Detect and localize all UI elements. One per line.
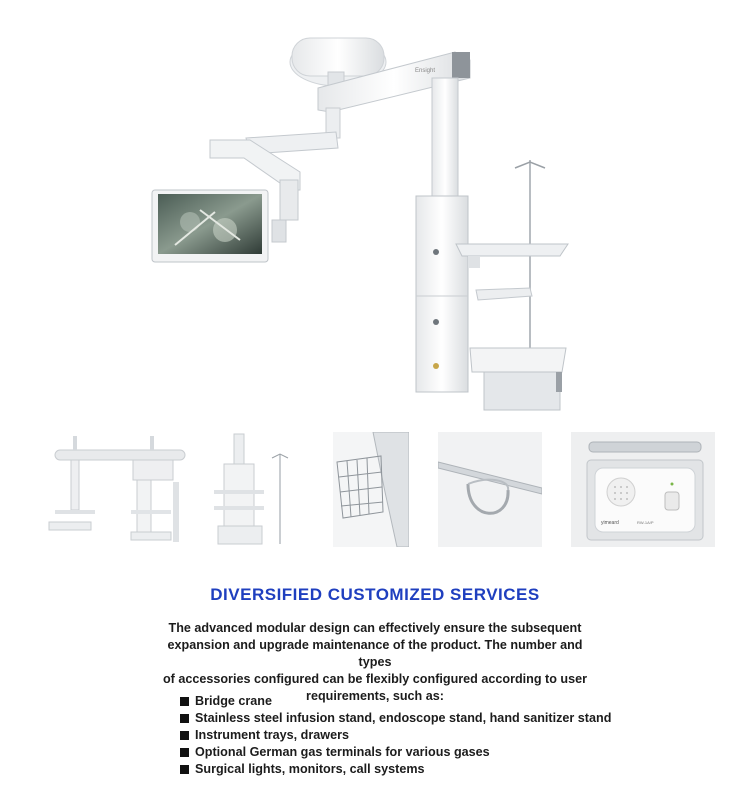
square-bullet-icon xyxy=(180,714,189,723)
feature-label: Instrument trays, drawers xyxy=(195,728,349,742)
feature-list xyxy=(180,693,611,778)
section-headline: DIVERSIFIED CUSTOMIZED SERVICES xyxy=(210,585,540,604)
feature-item xyxy=(180,727,611,744)
feature-label: Surgical lights, monitors, call systems xyxy=(195,762,425,776)
square-bullet-icon xyxy=(180,765,189,774)
square-bullet-icon xyxy=(180,697,189,706)
description-line: of accessories configured can be flexibly configured according to user xyxy=(162,672,588,686)
feature-label: Bridge crane xyxy=(195,694,272,708)
square-bullet-icon xyxy=(180,731,189,740)
description-line: requirements, such as: xyxy=(306,689,444,703)
gallery.0 xyxy=(35,432,195,547)
feature-item xyxy=(180,761,611,778)
feature-label: Optional German gas terminals for various gases xyxy=(195,745,490,759)
square-bullet-icon xyxy=(180,748,189,757)
feature-item xyxy=(180,693,611,710)
ceiling-brand-text: Ensight xyxy=(415,68,436,74)
gallery.1 xyxy=(210,432,310,547)
panel-brand-text: yimeard xyxy=(601,520,619,526)
gallery.4 xyxy=(571,432,715,547)
description-line: The advanced modular design can effectively ensure the subsequent xyxy=(168,621,582,635)
gallery.2 xyxy=(333,432,409,547)
feature-item xyxy=(180,710,611,727)
gallery.3 xyxy=(438,432,542,547)
panel-code-text: RW-1A/P xyxy=(637,520,654,525)
feature-item xyxy=(180,744,611,761)
description-line: expansion and upgrade maintenance of the product. The number and types xyxy=(167,638,583,669)
feature-label: Stainless steel infusion stand, endoscope stand, hand sanitizer stand xyxy=(195,711,612,725)
accessory-gallery xyxy=(0,432,750,550)
